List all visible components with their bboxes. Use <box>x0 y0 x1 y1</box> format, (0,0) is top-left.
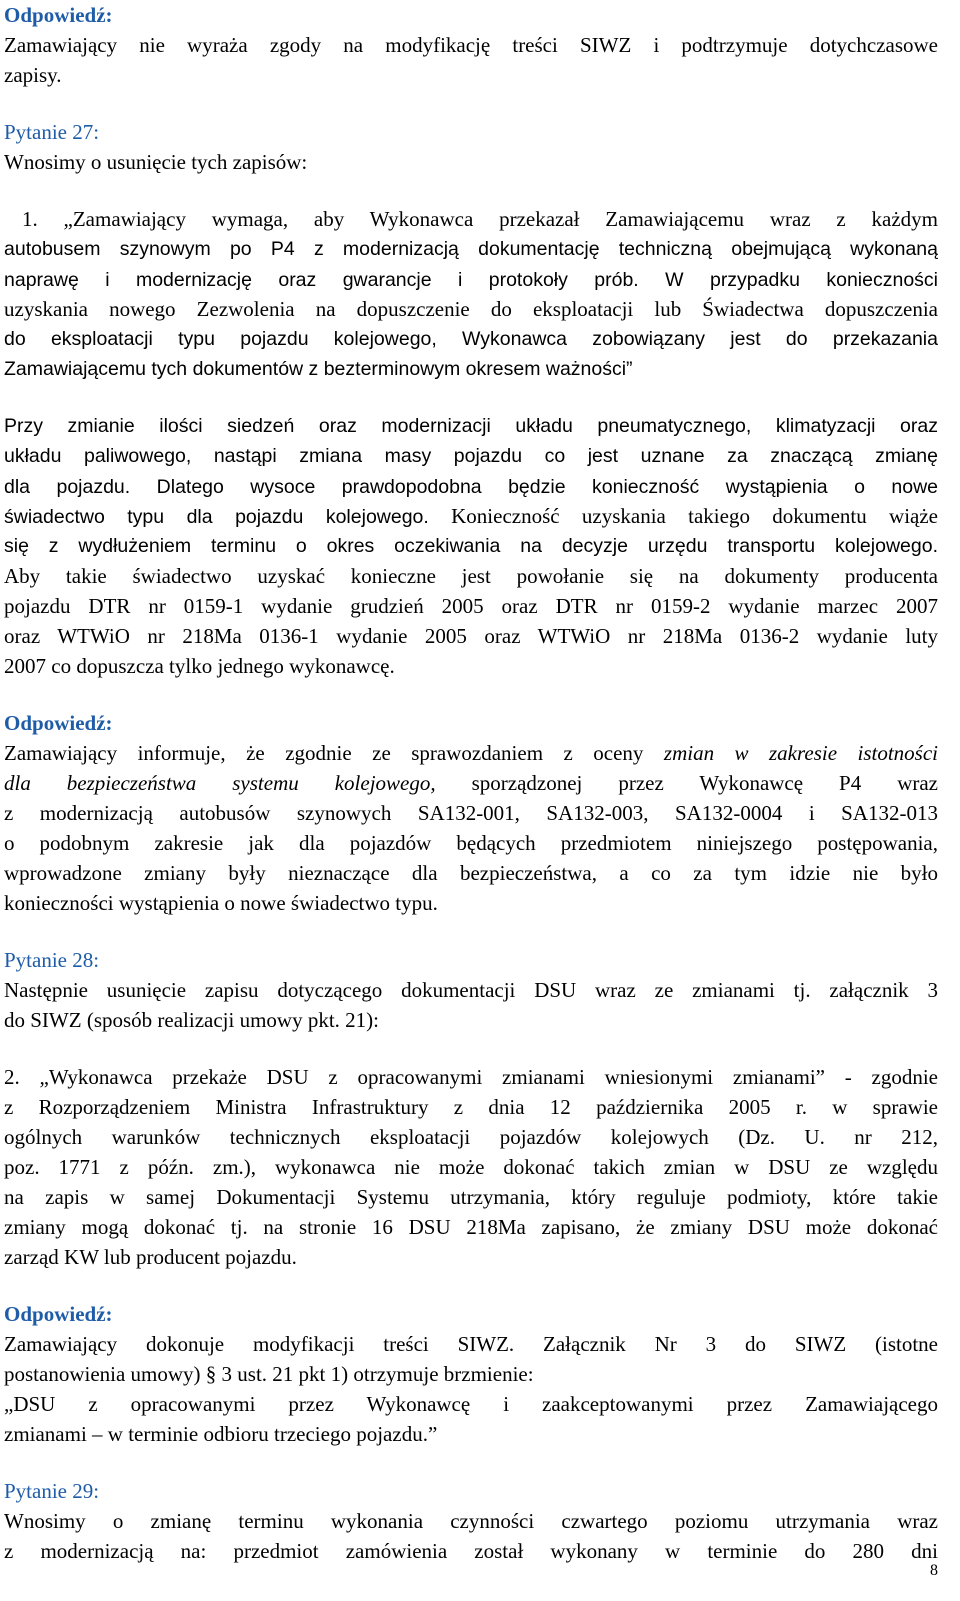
question-intro-line: Następnie usunięcie zapisu dotyczącego dokumentacji DSU wraz ze zmianami tj. załącznik 3 <box>4 978 938 1002</box>
justification-line: układu paliwowego, nastąpi zmiana masy pojazdu co jest uznane za znaczącą zmianę <box>4 445 938 467</box>
justification-line: się z wydłużeniem terminu o okres oczekiwania na decyzje urzędu transportu kolejowego. <box>4 535 938 557</box>
question-heading: Pytanie 27: <box>4 120 100 144</box>
question-line: z modernizacją na: przedmiot zamówienia został wykonany w terminie do 280 dni <box>4 1539 938 1563</box>
answer-line-mixed <box>4 738 938 768</box>
justification-fragment: świadectwo typu dla pojazdu kolejowego. <box>4 506 429 528</box>
quoted-line: z Rozporządzeniem Ministra Infrastruktury z dnia 12 października 2005 r. w sprawie <box>4 1095 938 1119</box>
justification-line: Aby takie świadectwo uzyskać konieczne jest powołanie się na dokumenty producenta <box>4 564 938 588</box>
quoted-line: poz. 1771 z późn. zm.), wykonawca nie może dokonać takich zmian w DSU ze względu <box>4 1155 938 1179</box>
justification-line: 2007 co dopuszcza tylko jednego wykonawcę. <box>4 654 395 678</box>
answer-fragment-italic: zmian w zakresie istotności <box>663 741 939 765</box>
answer-section-1 <box>4 0 938 90</box>
justification-fragment: dla pojazdu. <box>4 476 131 498</box>
quoted-line: do eksploatacji typu pojazdu kolejowego, Wykonawca zobowiązany jest do przekazania <box>4 328 938 350</box>
question-heading: Pytanie 28: <box>4 948 100 972</box>
quoted-line: autobusem szynowym po P4 z modernizacją dokumentację techniczną obejmującą wykonaną <box>4 238 938 260</box>
question-section-28 <box>4 945 938 1272</box>
answer-fragment: sporządzonej przez Wykonawcę P4 wraz <box>435 771 938 795</box>
answer-line-mixed <box>4 768 938 798</box>
answer-line: Zamawiający dokonuje modyfikacji treści SIWZ. Załącznik Nr 3 do SIWZ (istotne <box>4 1332 938 1356</box>
quoted-line: ogólnych warunków technicznych eksploatacji pojazdów kolejowych (Dz. U. nr 212, <box>4 1125 938 1149</box>
quoted-line: zmiany mogą dokonać tj. na stronie 16 DSU 218Ma zapisano, że zmiany DSU może dokonać <box>4 1215 938 1239</box>
quoted-line: na zapis w samej Dokumentacji Systemu utrzymania, który reguluje podmioty, które takie <box>4 1185 938 1209</box>
question-section-27 <box>4 117 938 681</box>
quoted-line: 2. „Wykonawca przekaże DSU z opracowanymi zmianami wniesionymi zmianami” - zgodnie <box>4 1065 938 1089</box>
answer-line: „DSU z opracowanymi przez Wykonawcę i zaakceptowanymi przez Zamawiającego <box>4 1392 938 1416</box>
justification-line-mixed <box>4 501 938 531</box>
justification-fragment: Konieczność uzyskania takiego dokumentu wiąże <box>428 504 938 528</box>
page-number: 8 <box>930 1562 938 1579</box>
quoted-fragment: naprawę i modernizację oraz gwarancje i protokoły prób. <box>4 269 639 291</box>
quoted-line: zarząd KW lub producent pojazdu. <box>4 1245 297 1269</box>
quoted-fragment: W przypadku konieczności <box>638 269 938 291</box>
question-intro: Wnosimy o usunięcie tych zapisów: <box>4 150 308 174</box>
quoted-line: uzyskania nowego Zezwolenia na dopuszczenie do eksploatacji lub Świadectwa dopuszczenia <box>4 297 938 321</box>
quoted-line-mixed <box>4 264 938 294</box>
quoted-line: 1. „Zamawiający wymaga, aby Wykonawca przekazał Zamawiającemu wraz z każdym <box>22 207 938 231</box>
answer-section-27 <box>4 708 938 918</box>
answer-fragment: Zamawiający informuje, że zgodnie ze sprawozdaniem z oceny <box>4 741 664 765</box>
justification-line: Przy zmianie ilości siedzeń oraz modernizacji układu pneumatycznego, klimatyzacji oraz <box>4 415 938 437</box>
question-section-29 <box>4 1476 938 1566</box>
answer-line: konieczności wystąpienia o nowe świadectwo typu. <box>4 891 438 915</box>
answer-line: zmianami – w terminie odbioru trzeciego pojazdu.” <box>4 1422 438 1446</box>
answer-fragment-italic: dla bezpieczeństwa systemu kolejowego, <box>4 771 436 795</box>
paragraph-line: zapisy. <box>4 63 62 87</box>
question-heading: Pytanie 29: <box>4 1479 100 1503</box>
question-intro-line: do SIWZ (sposób realizacji umowy pkt. 21): <box>4 1008 380 1032</box>
answer-line: postanowienia umowy) § 3 ust. 21 pkt 1) otrzymuje brzmienie: <box>4 1362 534 1386</box>
justification-fragment: Dlatego wysoce prawdopodobna będzie konieczność wystąpienia o nowe <box>130 476 938 498</box>
paragraph-line: Zamawiający nie wyraża zgody na modyfikację treści SIWZ i podtrzymuje dotychczasowe <box>4 33 938 57</box>
answer-section-28 <box>4 1299 938 1449</box>
answer-heading: Odpowiedź: <box>4 1302 113 1326</box>
document-body <box>4 0 938 1566</box>
justification-line: oraz WTWiO nr 218Ma 0136-1 wydanie 2005 oraz WTWiO nr 218Ma 0136-2 wydanie luty <box>4 624 938 648</box>
answer-heading: Odpowiedź: <box>4 3 113 27</box>
answer-line: z modernizacją autobusów szynowych SA132-001, SA132-003, SA132-0004 i SA132-013 <box>4 801 938 825</box>
justification-line-mixed <box>4 471 938 501</box>
quoted-line: Zamawiającemu tych dokumentów z bezterminowym okresem ważności” <box>4 358 633 380</box>
question-line: Wnosimy o zmianę terminu wykonania czynności czwartego poziomu utrzymania wraz <box>4 1509 938 1533</box>
answer-line: wprowadzone zmiany były nieznaczące dla bezpieczeństwa, a co za tym idzie nie było <box>4 861 938 885</box>
answer-heading: Odpowiedź: <box>4 711 113 735</box>
justification-line: pojazdu DTR nr 0159-1 wydanie grudzień 2005 oraz DTR nr 0159-2 wydanie marzec 2007 <box>4 594 938 618</box>
answer-line: o podobnym zakresie jak dla pojazdów będących przedmiotem niniejszego postępowania, <box>4 831 938 855</box>
